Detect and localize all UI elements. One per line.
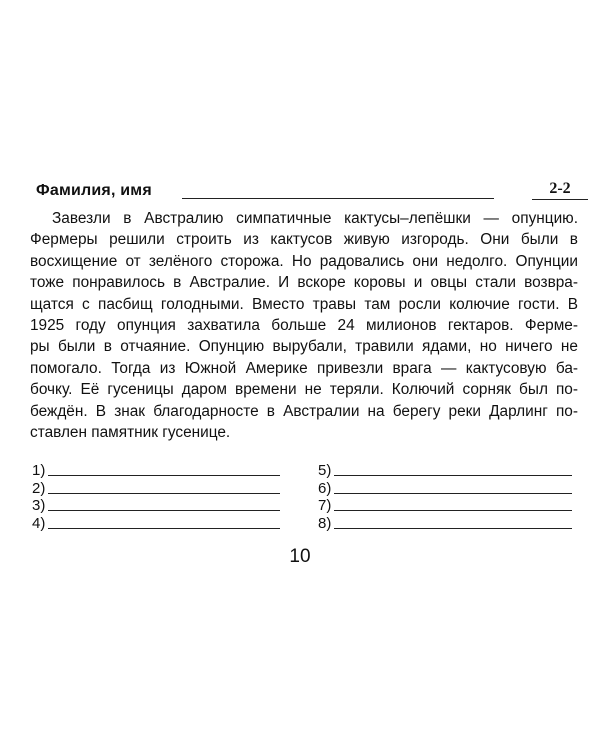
answer-number: 1)	[32, 462, 46, 479]
answer-row	[318, 515, 578, 533]
answer-blank-line[interactable]	[48, 493, 280, 494]
answer-number: 2)	[32, 479, 46, 497]
answer-row	[318, 497, 578, 515]
answer-row	[32, 462, 292, 480]
answer-row	[32, 480, 292, 498]
answer-number: 5)	[318, 462, 332, 479]
answer-number: 3)	[32, 497, 46, 515]
answer-row	[318, 480, 578, 498]
text-line: беждён. В знак благодарносте в Австралии на берегу реки Дарлинг по-	[30, 402, 578, 420]
text-line: восхищение от зелёного сторожа. Но радовались они недолго. Опунции	[30, 252, 578, 270]
answer-number: 6)	[318, 479, 332, 497]
answer-number: 8)	[318, 514, 332, 532]
answer-column-left	[32, 462, 292, 532]
text-line: бочку. Её гусеницы даром времени не теряли. Колючий сорняк был по-	[30, 381, 578, 399]
name-blank-line[interactable]	[182, 198, 494, 199]
text-line: щатся с пасбищ голодными. Вместо травы там росли колючие гости. В	[30, 295, 578, 313]
answer-blank-line[interactable]	[48, 528, 280, 529]
text-line: тоже понравилось в Австралие. И вскоре коровы и овцы стали возвра-	[30, 274, 578, 292]
answer-blank-line[interactable]	[334, 528, 572, 529]
text-line: помогало. Тогда из Южной Америке привезли врага — кактусовую ба-	[30, 359, 578, 377]
answer-blank-line[interactable]	[48, 475, 280, 476]
text-line: ры были в отчаяние. Опунцию вырубали, травили ядами, но ничего не	[30, 338, 578, 356]
exercise-code: 2-2	[532, 180, 588, 200]
answer-row	[32, 497, 292, 515]
dictation-text	[30, 208, 578, 443]
text-line: 1925 году опунция захватила больше 24 милионов гектаров. Ферме-	[30, 317, 578, 335]
answer-blank-line[interactable]	[334, 510, 572, 511]
answer-row	[318, 462, 578, 480]
page-number: 10	[289, 546, 311, 567]
answer-number: 7)	[318, 497, 332, 515]
answer-number: 4)	[32, 514, 46, 532]
name-header	[36, 180, 571, 204]
name-label: Фамилия, имя	[36, 182, 152, 199]
text-line: Завезли в Австралию симпатичные кактусы–лепёшки — опунцию.	[52, 210, 578, 227]
answer-row	[32, 515, 292, 533]
answer-blank-line[interactable]	[334, 493, 572, 494]
text-line: ставлен памятник гусенице.	[30, 424, 231, 442]
text-line: Фермеры решили строить из кактусов живую изгородь. Они были в	[30, 231, 578, 249]
answer-column-right	[318, 462, 578, 532]
answer-blank-line[interactable]	[48, 510, 280, 511]
answer-blank-line[interactable]	[334, 475, 572, 476]
